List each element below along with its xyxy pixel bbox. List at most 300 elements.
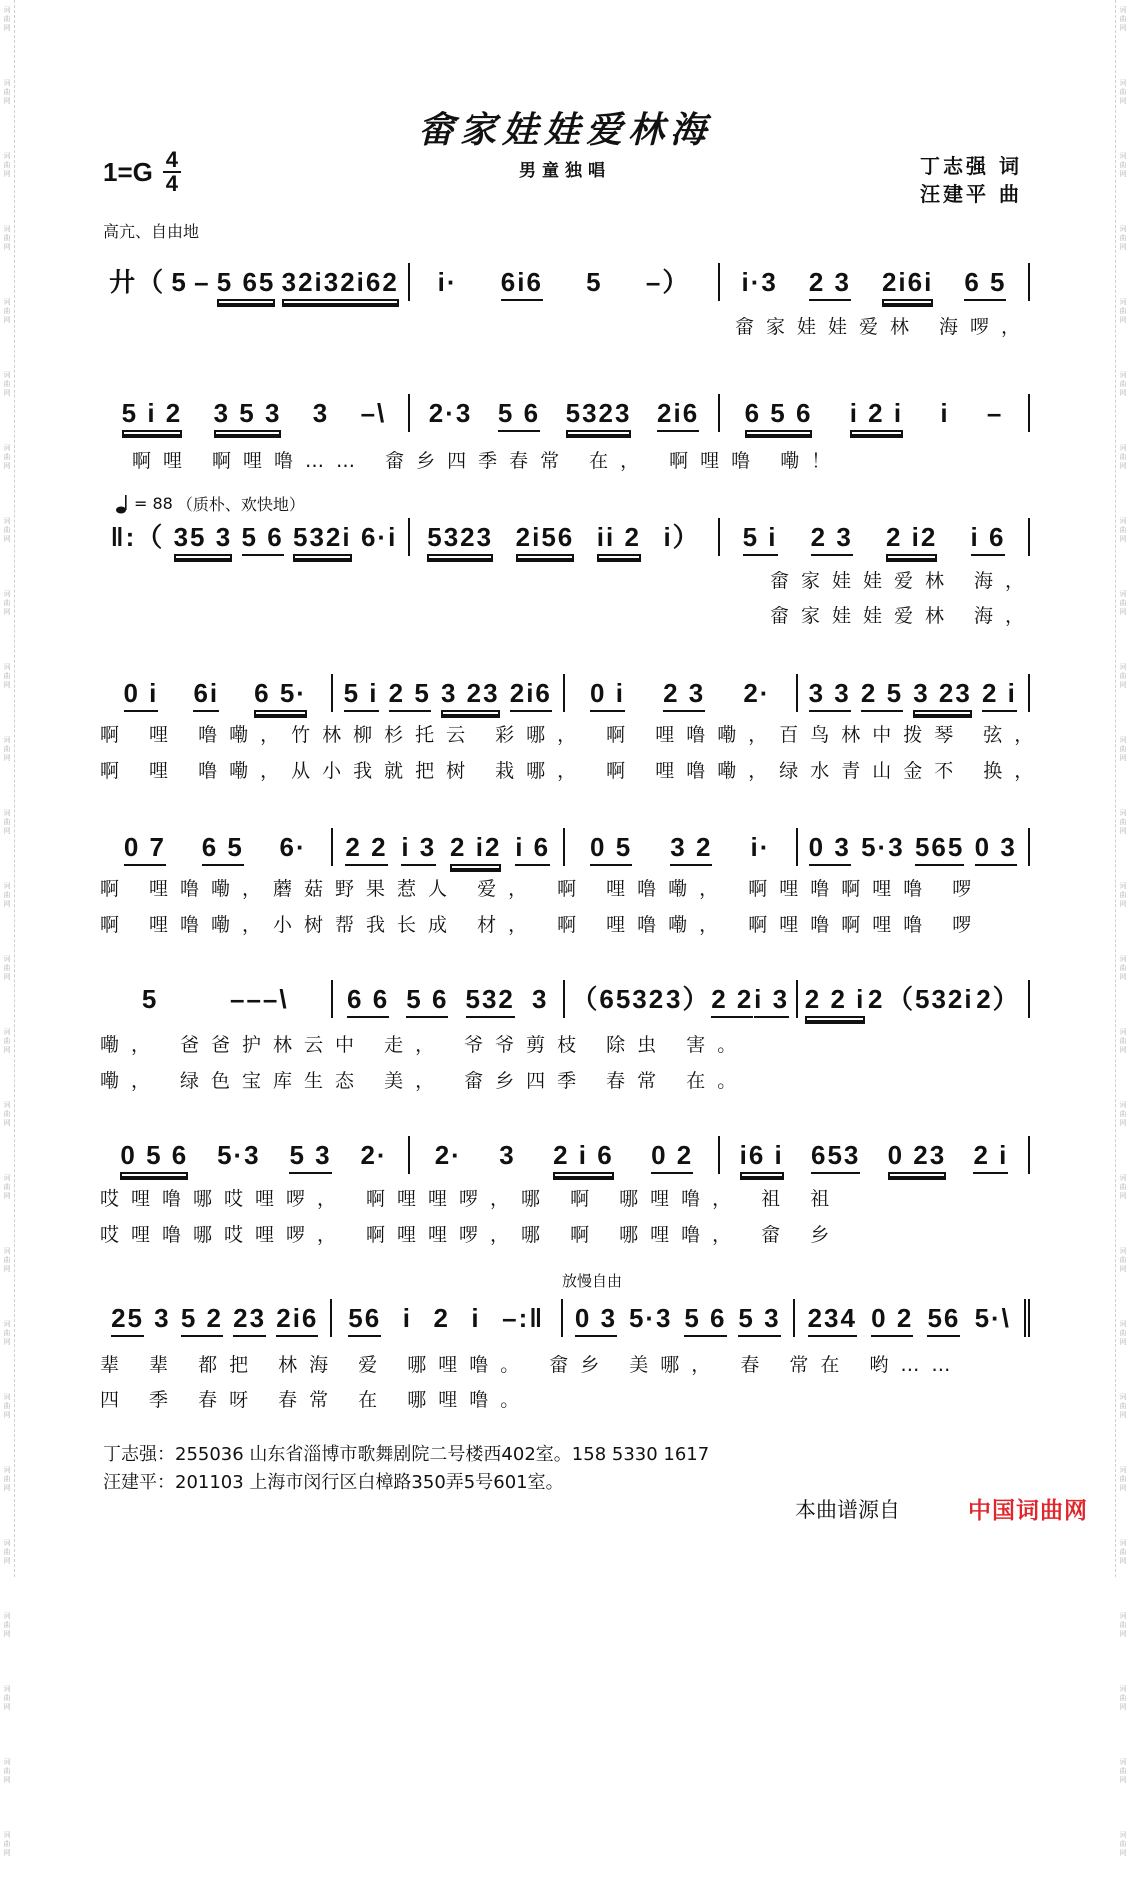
watermark-char: 词 (3, 882, 11, 890)
watermark-char: 词 (3, 6, 11, 14)
watermark-group (4, 1393, 11, 1420)
watermark-char: 网 (1119, 1046, 1127, 1054)
watermark-char: 网 (1119, 535, 1127, 543)
measure (410, 394, 720, 432)
main-tempo-style: （质朴、欢快地） (176, 495, 305, 514)
watermark-char: 曲 (3, 1110, 11, 1118)
watermark-char: 词 (1119, 152, 1127, 160)
watermark-char: 词 (3, 1539, 11, 1547)
watermark-char: 词 (1119, 1247, 1127, 1255)
lyric-line: 啊 哩 噜嘞，竹林柳杉托云 彩哪， 啊 哩噜嘞，百鸟林中拨琴 弦， (100, 724, 1046, 746)
time-bottom: 4 (165, 171, 178, 196)
watermark-char: 曲 (1119, 161, 1127, 169)
watermark-char: 词 (3, 590, 11, 598)
note-group: – (986, 398, 1004, 428)
note-group: 0 i (590, 678, 625, 712)
watermark-group (1120, 882, 1127, 909)
note-group: i6 i (740, 1140, 784, 1174)
song-title: 畲家娃娃爱林海 (417, 109, 712, 151)
watermark-char: 曲 (1119, 672, 1127, 680)
watermark-char: 词 (3, 809, 11, 817)
site-link[interactable]: 中国词曲网 (968, 1498, 1088, 1524)
watermark-char: 网 (3, 1265, 11, 1273)
note-group: 5 6 (498, 398, 540, 432)
watermark-char: 网 (3, 1849, 11, 1857)
watermark-group (1120, 225, 1127, 252)
credits (920, 152, 1022, 208)
watermark-char: 网 (3, 1119, 11, 1127)
watermark-char: 网 (1119, 97, 1127, 105)
note-group: 3） (665, 984, 711, 1014)
watermark-group (4, 736, 11, 763)
watermark-char: 网 (3, 681, 11, 689)
watermark-group (1120, 1612, 1127, 1639)
score-row (100, 1293, 1030, 1337)
score-row (100, 388, 1030, 432)
watermark-char: 网 (1119, 1192, 1127, 1200)
watermark-char: 曲 (3, 15, 11, 23)
watermark-group (1120, 1247, 1127, 1274)
watermark-char: 词 (1119, 590, 1127, 598)
note-group: i (940, 398, 950, 428)
note-group: （6532 (571, 984, 666, 1014)
note-group: 2 i (982, 678, 1017, 712)
watermark-group (4, 1101, 11, 1128)
watermark-char: 网 (3, 1776, 11, 1784)
watermark-char: 曲 (1119, 1548, 1127, 1556)
lyric-line: 辈 辈 都把 林海 爱 哪哩噜。 畲乡 美哪， 春 常在 哟…… (100, 1354, 963, 1376)
watermark-char: 词 (1119, 955, 1127, 963)
measure (333, 980, 566, 1018)
lyric-line: 哎哩噜哪哎哩啰， 啊哩哩啰，哪 啊 哪哩噜， 祖 祖 (100, 1188, 842, 1210)
watermark-char: 曲 (3, 234, 11, 242)
watermark-char: 曲 (3, 453, 11, 461)
note-group: 3 (154, 1303, 171, 1333)
watermark-char: 曲 (3, 599, 11, 607)
score-row (100, 257, 1030, 301)
watermark-char: 词 (1119, 6, 1127, 14)
watermark-char: 词 (1119, 371, 1127, 379)
watermark-char: 网 (3, 1630, 11, 1638)
watermark-group (1120, 1831, 1127, 1858)
note-group: 6 5 (964, 267, 1006, 301)
watermark-group (4, 6, 11, 33)
measure (100, 394, 410, 432)
note-group: ‖:（ (110, 522, 165, 552)
watermark-char: 网 (1119, 1265, 1127, 1273)
note-group: i 2 i (850, 398, 903, 432)
note-group: –:‖ (502, 1303, 545, 1333)
watermark-char: 词 (1119, 1758, 1127, 1766)
watermark-char: 词 (1119, 1393, 1127, 1401)
watermark-char: 曲 (1119, 1402, 1127, 1410)
note-group: i· (750, 832, 771, 862)
watermark-char: 曲 (1119, 1767, 1127, 1775)
note-group: i·3 (741, 267, 778, 297)
watermark-char: 网 (1119, 900, 1127, 908)
measure (100, 674, 333, 712)
watermark-group (1120, 955, 1127, 982)
watermark-char: 词 (3, 298, 11, 306)
note-group: 3 23 (441, 678, 500, 712)
watermark-group (4, 1612, 11, 1639)
note-group: 25 (111, 1303, 144, 1337)
lyric-line: 哎哩噜哪哎哩啰， 啊哩哩啰，哪 啊 哪哩噜， 畲 乡 (100, 1224, 842, 1246)
note-group: 5·3 (628, 1303, 673, 1333)
watermark-group (4, 298, 11, 325)
watermark-char: 词 (1119, 663, 1127, 671)
measure (333, 828, 566, 866)
lyric-line: 啊 哩噜嘞，蘑菇野果惹人 爱， 啊 哩噜嘞， 啊哩噜啊哩噜 啰 (100, 878, 984, 900)
watermark-char: 词 (1119, 225, 1127, 233)
watermark-char: 词 (3, 444, 11, 452)
note-group: 2 3 (663, 678, 705, 712)
note-group: 6 6 (347, 984, 389, 1018)
measure (332, 1299, 564, 1337)
measure (720, 518, 1030, 556)
watermark-char: 词 (1119, 1174, 1127, 1182)
song-subtitle: 男童独唱 (519, 161, 611, 181)
note-group: 5 (141, 984, 159, 1014)
watermark-char: 词 (3, 371, 11, 379)
watermark-char: 词 (3, 1320, 11, 1328)
watermark-group (4, 1028, 11, 1055)
note-group: 2i6 (657, 398, 699, 432)
watermark-char: 网 (3, 608, 11, 616)
note-group: 2 5 (389, 678, 431, 712)
watermark-char: 网 (3, 170, 11, 178)
slow-free-marking: 放慢自由 (562, 1272, 623, 1290)
note-group: 2i6i (882, 267, 933, 301)
watermark-char: 曲 (1119, 891, 1127, 899)
note-group: 2· (434, 1140, 462, 1170)
note-group: 5·3 (217, 1140, 261, 1170)
watermark-group (4, 371, 11, 398)
watermark-char: 词 (3, 517, 11, 525)
watermark-char: 曲 (3, 1475, 11, 1483)
watermark-char: 词 (3, 1393, 11, 1401)
watermark-char: 词 (1119, 1539, 1127, 1547)
note-group: 23 (233, 1303, 266, 1337)
watermark-char: 曲 (1119, 1256, 1127, 1264)
watermark-group (1120, 1393, 1127, 1420)
watermark-group (1120, 444, 1127, 471)
watermark-char: 网 (3, 1484, 11, 1492)
watermark-char: 曲 (1119, 818, 1127, 826)
watermark-group (4, 517, 11, 544)
composer-address: 汪建平：201103 上海市闵行区白樟路350弄5号601室。 (103, 1472, 564, 1493)
lyric-line: 嘞， 绿色宝库生态 美， 畲乡四季 春常 在。 (100, 1070, 749, 1092)
lyric-line: 畲家娃娃爱林 海啰， (735, 316, 1033, 338)
watermark-char: 曲 (1119, 307, 1127, 315)
note-group: 2·3 (428, 398, 473, 428)
lyric-line: 畲家娃娃爱林 海， (770, 570, 1037, 592)
measure (100, 1299, 332, 1337)
note-group: 6 5 (202, 832, 244, 866)
watermark-char: 网 (1119, 827, 1127, 835)
watermark-char: 网 (3, 1411, 11, 1419)
note-group: 32i32i62 (282, 267, 399, 301)
measure (565, 828, 798, 866)
measure (100, 980, 333, 1018)
watermark-char: 曲 (3, 1329, 11, 1337)
watermark-group (1120, 298, 1127, 325)
note-group: i (471, 1303, 481, 1333)
watermark-char: 词 (3, 1758, 11, 1766)
note-group: 5 2 (181, 1303, 223, 1337)
note-group: 2） (976, 984, 1021, 1014)
note-group: 3 (499, 1140, 516, 1170)
watermark-group (4, 225, 11, 252)
watermark-char: 网 (3, 389, 11, 397)
note-group: 2 i2 (886, 522, 937, 556)
watermark-group (4, 590, 11, 617)
score-row (100, 512, 1030, 556)
note-group: 6 5· (254, 678, 307, 712)
lyric-line: 啊哩 啊哩噜…… 畲乡四季春常 在， 啊哩噜 嘞！ (132, 450, 843, 472)
watermark-char: 网 (3, 316, 11, 324)
watermark-char: 词 (1119, 1466, 1127, 1474)
watermark-char: 网 (1119, 389, 1127, 397)
watermark-char: 词 (3, 1174, 11, 1182)
watermark-char: 曲 (1119, 1183, 1127, 1191)
watermark-char: 网 (1119, 1630, 1127, 1638)
note-group: 653 (811, 1140, 860, 1174)
watermark-char: 词 (3, 736, 11, 744)
watermark-group (1120, 371, 1127, 398)
measure (410, 263, 720, 301)
watermark-char: 曲 (1119, 380, 1127, 388)
watermark-char: 网 (3, 973, 11, 981)
watermark-char: 网 (3, 243, 11, 251)
watermark-char: 曲 (1119, 453, 1127, 461)
note-group: 5 (171, 267, 188, 297)
watermark-char: 曲 (3, 1621, 11, 1629)
note-group: 0 3 (575, 1303, 617, 1337)
note-group: 5 i (344, 678, 379, 712)
key-signature (103, 147, 181, 196)
watermark-char: 曲 (3, 1402, 11, 1410)
lyric-line: 畲家娃娃爱林 海， (770, 605, 1037, 627)
watermark-char: 曲 (1119, 234, 1127, 242)
measure (563, 1299, 795, 1337)
note-group: 5 65 (217, 267, 276, 301)
note-group: 0 23 (888, 1140, 947, 1174)
watermark-group (1120, 517, 1127, 544)
watermark-char: 词 (3, 663, 11, 671)
watermark-char: 曲 (3, 526, 11, 534)
watermark-char: 网 (3, 462, 11, 470)
watermark-char: 曲 (1119, 1694, 1127, 1702)
watermark-char: 曲 (3, 745, 11, 753)
note-group: 5323 (427, 522, 493, 556)
watermark-group (1120, 663, 1127, 690)
measure (100, 263, 410, 301)
watermark-char: 网 (3, 1557, 11, 1565)
watermark-group (1120, 1320, 1127, 1347)
measure (100, 828, 333, 866)
note-group: 6·i (360, 522, 398, 552)
watermark-char: 词 (3, 1466, 11, 1474)
watermark-char: 词 (3, 152, 11, 160)
note-group: 532 (466, 984, 515, 1018)
note-group: 2 (433, 1303, 450, 1333)
watermark-group (4, 1539, 11, 1566)
watermark-char: 曲 (3, 818, 11, 826)
watermark-group (4, 444, 11, 471)
time-top: 4 (165, 147, 178, 172)
note-group: 5 6 (242, 522, 284, 556)
watermark-char: 曲 (1119, 1475, 1127, 1483)
note-group: 2 i 6 (553, 1140, 614, 1174)
note-group: 0 3 (975, 832, 1017, 866)
note-group: –\ (360, 398, 387, 428)
watermark-char: 曲 (1119, 1329, 1127, 1337)
measure (565, 980, 798, 1018)
note-group: i· (437, 267, 458, 297)
watermark-group (1120, 1101, 1127, 1128)
watermark-char: 曲 (1119, 88, 1127, 96)
watermark-char: 曲 (3, 1183, 11, 1191)
note-group: 5·3 (861, 832, 905, 862)
measure (720, 1136, 1030, 1174)
watermark-char: 曲 (1119, 1110, 1127, 1118)
watermark-char: 网 (3, 827, 11, 835)
lyricist: 丁志强 词 (920, 154, 1022, 178)
watermark-char: 网 (1119, 754, 1127, 762)
lyric-line: 嘞， 爸爸护林云中 走， 爷爷剪枝 除虫 害。 (100, 1034, 749, 1056)
note-group: 2i56 (516, 522, 575, 556)
note-group: 2 3 (809, 267, 851, 301)
note-group: i） (663, 522, 701, 552)
watermark-char: 网 (3, 1192, 11, 1200)
watermark-char: 词 (1119, 736, 1127, 744)
watermark-char: 词 (3, 1247, 11, 1255)
watermark-char: 曲 (3, 964, 11, 972)
lyric-line: 啊 哩 噜嘞，从小我就把树 栽哪， 啊 哩噜嘞，绿水青山金不 换， (100, 760, 1046, 782)
note-group: 5 i 2 (122, 398, 183, 432)
watermark-group (4, 1685, 11, 1712)
measure (795, 1299, 1031, 1337)
note-group: 56 (927, 1303, 960, 1337)
watermark-char: 网 (1119, 1703, 1127, 1711)
score-row (100, 1130, 1030, 1174)
watermark-char: 词 (3, 1831, 11, 1839)
note-group: （532i (887, 984, 974, 1014)
note-group: 6i (193, 678, 219, 712)
watermark-char: 曲 (1119, 15, 1127, 23)
watermark-char: 曲 (3, 307, 11, 315)
watermark-char: 词 (3, 1612, 11, 1620)
main-tempo-bpm: = 88 (134, 494, 173, 513)
measure (798, 828, 1031, 866)
note-group: 2 (867, 984, 885, 1014)
note-group: 532i (293, 522, 352, 556)
note-group: 2i6 (510, 678, 552, 712)
watermark-char: 词 (1119, 1831, 1127, 1839)
measure (410, 518, 720, 556)
source-label: 本曲谱源自 (795, 1498, 900, 1522)
intro-tempo: 高亢、自由地 (103, 222, 200, 241)
lyric-line: 啊 哩噜嘞，小树帮我长成 材， 啊 哩噜嘞， 啊哩噜啊哩噜 啰 (100, 914, 984, 936)
measure (720, 394, 1030, 432)
key-label: 1=G (103, 156, 153, 187)
watermark-char: 曲 (3, 1840, 11, 1848)
score-row (100, 822, 1030, 866)
watermark-group (1120, 1466, 1127, 1493)
watermark-char: 曲 (1119, 526, 1127, 534)
note-group: 2 3 (811, 522, 853, 556)
watermark-char: 网 (1119, 1776, 1127, 1784)
watermark-group (1120, 1685, 1127, 1712)
watermark-char: 网 (1119, 24, 1127, 32)
watermark-char: 网 (1119, 1484, 1127, 1492)
watermark-group (4, 1247, 11, 1274)
watermark-char: 网 (1119, 1557, 1127, 1565)
watermark-char: 网 (1119, 1338, 1127, 1346)
watermark-char: 曲 (1119, 745, 1127, 753)
note-group: –） (645, 267, 691, 297)
note-group: 5 i (743, 522, 778, 556)
note-group: 2 2 (711, 984, 753, 1018)
note-group: 6· (279, 832, 307, 862)
watermark-group (1120, 1539, 1127, 1566)
watermark-char: 词 (1119, 1101, 1127, 1109)
note-group: 0 7 (124, 832, 166, 866)
note-group: 5·\ (974, 1303, 1011, 1333)
watermark-char: 曲 (3, 1694, 11, 1702)
watermark-group (4, 1831, 11, 1858)
watermark-char: 网 (3, 535, 11, 543)
watermark-char: 词 (3, 225, 11, 233)
watermark-group (4, 1466, 11, 1493)
watermark-char: 曲 (1119, 964, 1127, 972)
watermark-char: 网 (3, 1338, 11, 1346)
note-group: i 6 (515, 832, 550, 866)
watermark-group (4, 955, 11, 982)
watermark-char: 网 (1119, 170, 1127, 178)
measure (100, 518, 410, 556)
note-group: 565 (915, 832, 964, 866)
note-group: 3 23 (913, 678, 972, 712)
watermark-char: 词 (3, 1028, 11, 1036)
note-group: 2 i (973, 1140, 1008, 1174)
note-group: 3 5 3 (214, 398, 282, 432)
note-group: –––\ (230, 984, 289, 1014)
note-group: 35 3 (174, 522, 233, 556)
watermark-char: 曲 (3, 891, 11, 899)
note-group: 0 3 (809, 832, 851, 866)
watermark-char: 曲 (3, 1256, 11, 1264)
watermark-char: 词 (1119, 1028, 1127, 1036)
watermark-group (1120, 809, 1127, 836)
watermark-char: 网 (3, 1703, 11, 1711)
note-group: 56 (348, 1303, 381, 1337)
note-group: 5323 (566, 398, 632, 432)
watermark-char: 词 (1119, 809, 1127, 817)
note-group: i (402, 1303, 412, 1333)
note-group: 5 6 (684, 1303, 726, 1337)
watermark-char: 词 (1119, 444, 1127, 452)
watermark-char: 曲 (3, 88, 11, 96)
note-group: 2 5 (861, 678, 903, 712)
watermark-char: 曲 (1119, 599, 1127, 607)
note-group: 0 5 (590, 832, 632, 866)
note-group: 5 3 (289, 1140, 331, 1174)
watermark-group (1120, 590, 1127, 617)
lyricist-address: 丁志强：255036 山东省淄博市歌舞剧院二号楼西402室。158 5330 1617 (103, 1444, 710, 1465)
measure (410, 1136, 720, 1174)
